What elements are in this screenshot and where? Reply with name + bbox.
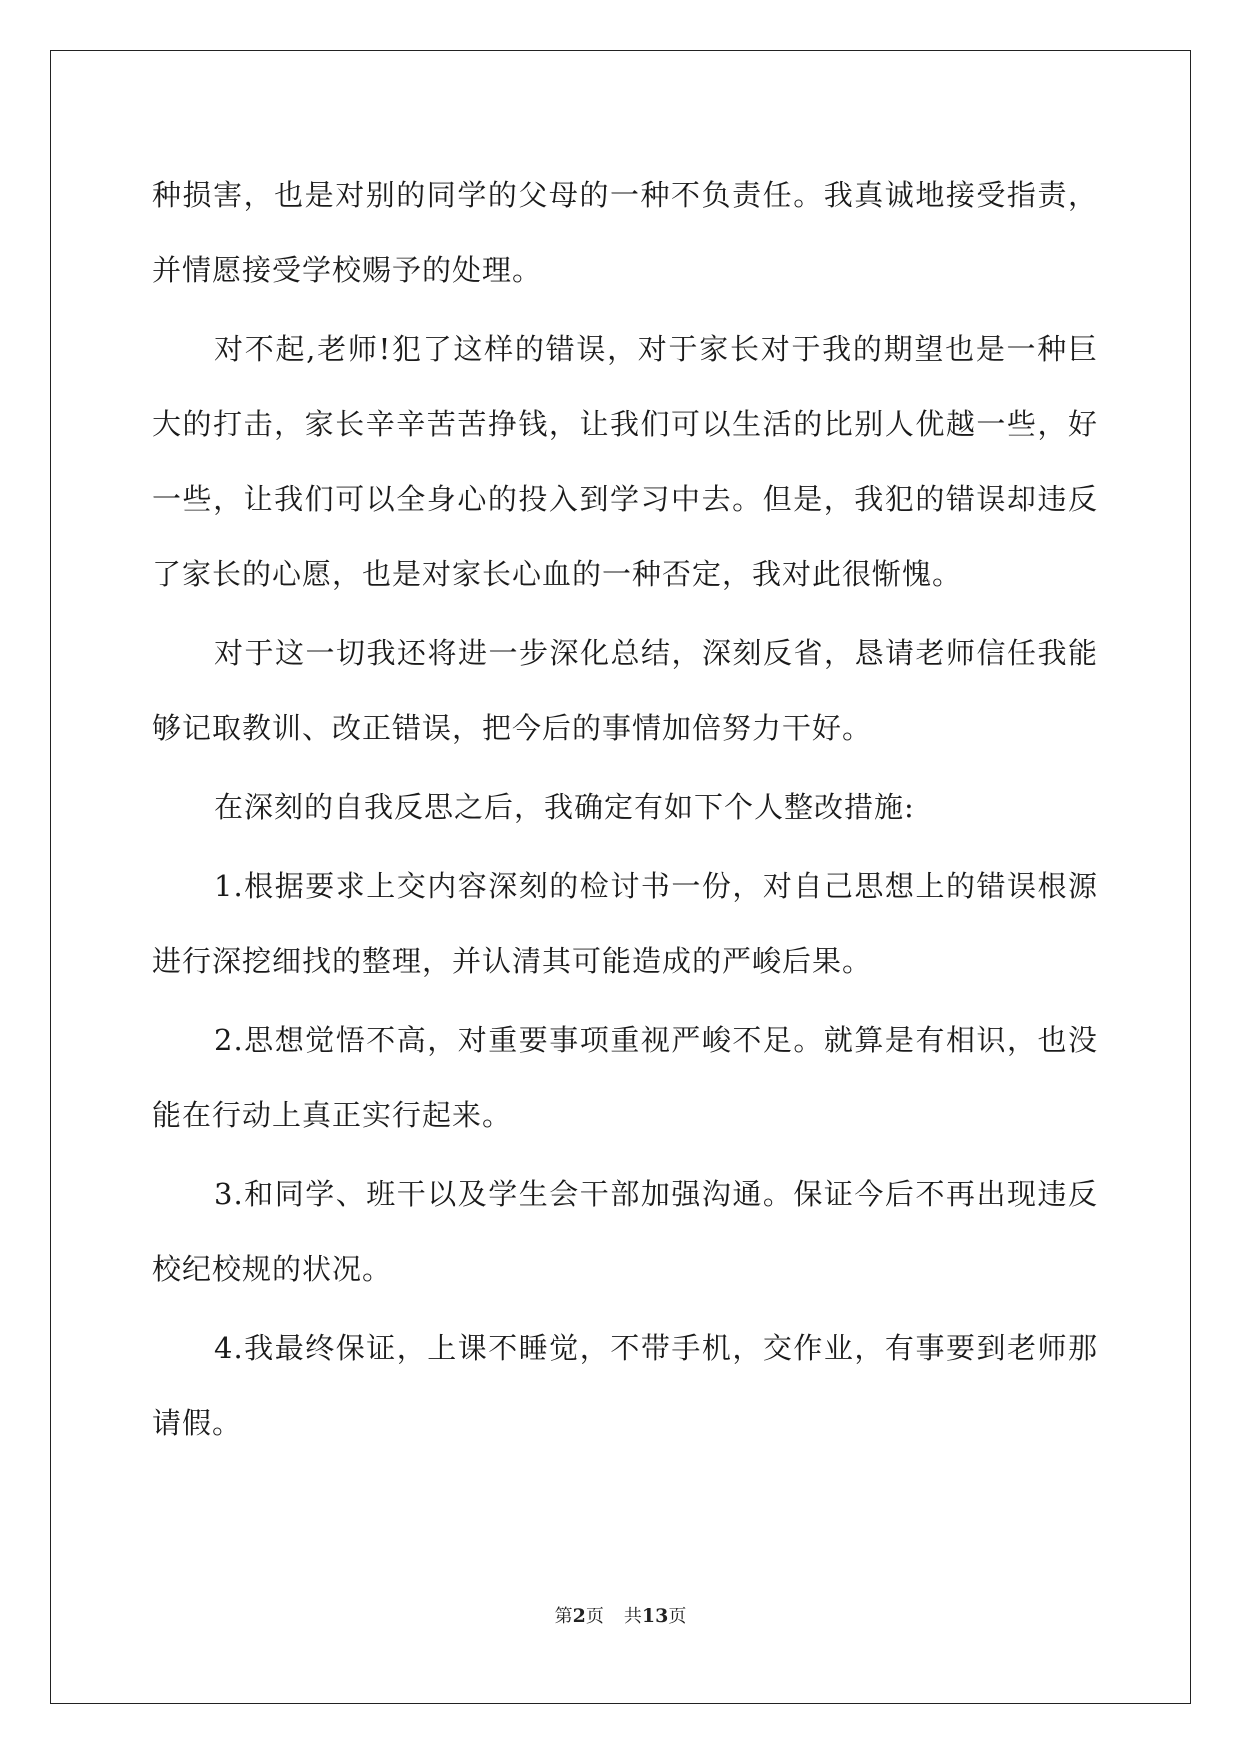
total-prefix: 共 bbox=[623, 1606, 642, 1627]
page-total: 13 bbox=[641, 1605, 669, 1627]
total-suffix: 页 bbox=[668, 1606, 687, 1627]
paragraph-3: 对于这一切我还将进一步深化总结，深刻反省，恳请老师信任我能够记取教训、改正错误，把今后的事情加倍努力干好。 bbox=[152, 636, 1098, 745]
list-item-4: 4.我最终保证，上课不睡觉，不带手机，交作业，有事要到老师那请假。 bbox=[152, 1331, 1098, 1440]
paragraph-2: 对不起,老师!犯了这样的错误，对于家长对于我的期望也是一种巨大的打击，家长辛辛苦苦挣钱，让我们可以生活的比别人优越一些，好一些，让我们可以全身心的投入到学习中去。但是，我犯的错误却违反了家长的心愿，也是对家长心血的一种否定，我对此很惭愧。 bbox=[152, 332, 1098, 591]
list-item-1: 1.根据要求上交内容深刻的检讨书一份，对自己思想上的错误根源进行深挖细找的整理，并认清其可能造成的严峻后果。 bbox=[152, 869, 1098, 978]
paragraph-1: 种损害，也是对别的同学的父母的一种不负责任。我真诚地接受指责，并情愿接受学校赐予的处理。 bbox=[152, 178, 1098, 287]
list-item-2: 2.思想觉悟不高，对重要事项重视严峻不足。就算是有相识，也没能在行动上真正实行起来。 bbox=[152, 1023, 1098, 1132]
page-current: 2 bbox=[572, 1605, 586, 1627]
page-prefix: 第 bbox=[554, 1606, 573, 1627]
list-item-3: 3.和同学、班干以及学生会干部加强沟通。保证今后不再出现违反校纪校规的状况。 bbox=[152, 1177, 1098, 1286]
page-suffix: 页 bbox=[585, 1606, 604, 1627]
page-footer bbox=[0, 1602, 1241, 1628]
paragraph-4: 在深刻的自我反思之后，我确定有如下个人整改措施: bbox=[214, 790, 915, 824]
document-body bbox=[152, 158, 1098, 1465]
